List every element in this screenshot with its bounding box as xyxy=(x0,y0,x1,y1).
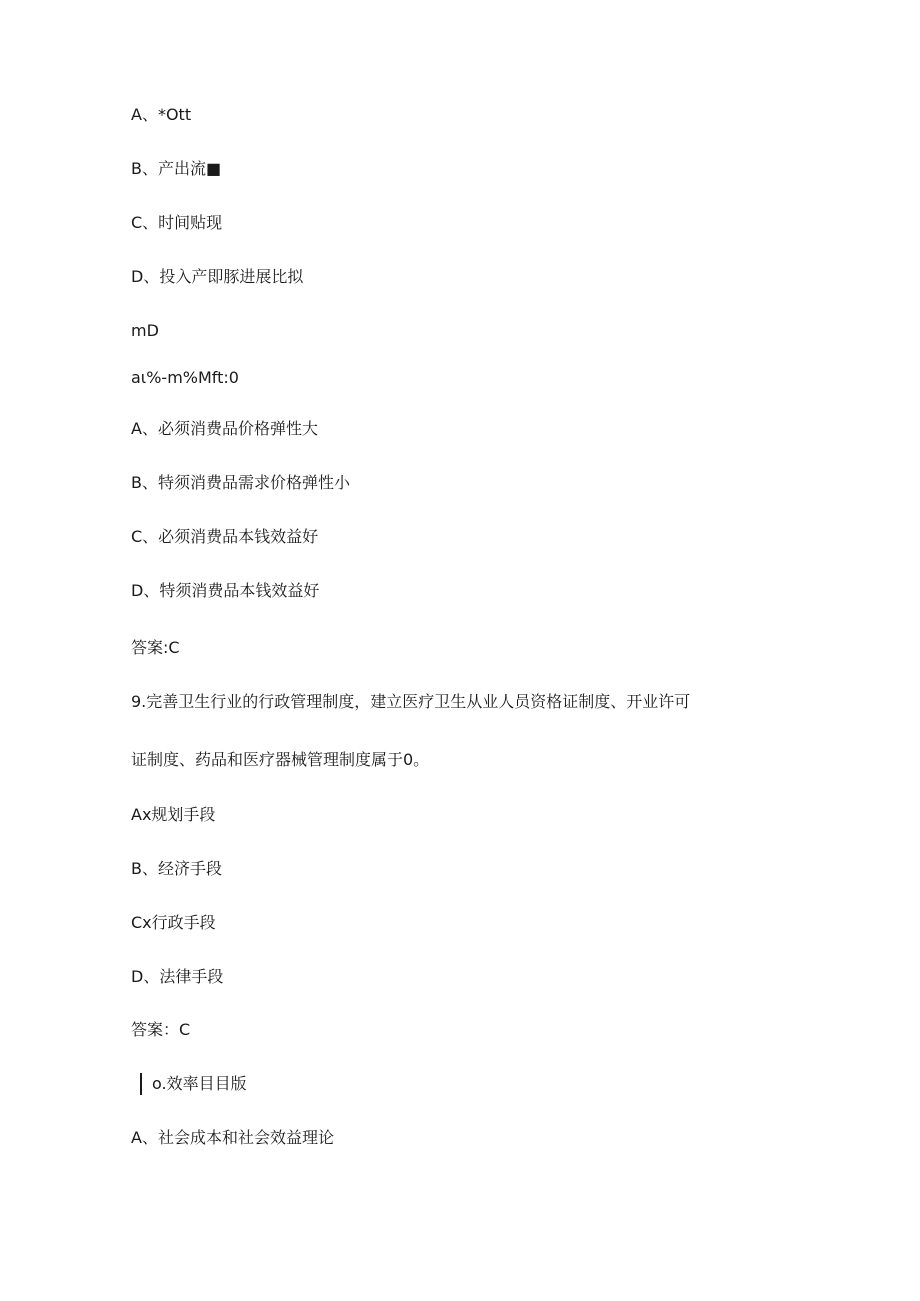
option-d-line: D、法律手段 xyxy=(131,967,224,986)
question-10-line: o.效率目目版 xyxy=(152,1074,247,1093)
question-line: aι%-m%Mft:0 xyxy=(131,368,239,387)
option-d-line: D、投入产即豚进展比拟 xyxy=(131,267,304,286)
option-c-line: C、必须消费品本钱效益好 xyxy=(131,527,319,546)
answer-line: 答案:C xyxy=(131,638,180,657)
option-b-line: B、产出流■ xyxy=(131,159,222,178)
option-a-line: A、必须消费品价格弹性大 xyxy=(131,419,318,438)
option-b-line: B、特须消费品需求价格弹性小 xyxy=(131,473,350,492)
option-a-line: A、社会成本和社会效益理论 xyxy=(131,1128,334,1147)
option-c-line: Cx行政手段 xyxy=(131,913,216,932)
question-9-line-1: 9.完善卫生行业的行政管理制度，建立医疗卫生从业人员资格证制度、开业许可 xyxy=(131,692,691,711)
option-c-line: C、时间贴现 xyxy=(131,213,223,232)
question-9-line-2: 证制度、药品和医疗器械管理制度属于0。 xyxy=(131,750,430,769)
answer-line: 答案：C xyxy=(131,1020,191,1039)
option-b-line: B、经济手段 xyxy=(131,859,222,878)
option-a-line: A、*Ott xyxy=(131,105,192,124)
answer-line: mD xyxy=(131,321,159,340)
option-a-line: Ax规划手段 xyxy=(131,805,216,824)
option-d-line: D、特须消费品本钱效益好 xyxy=(131,581,320,600)
vertical-bar xyxy=(140,1073,142,1095)
